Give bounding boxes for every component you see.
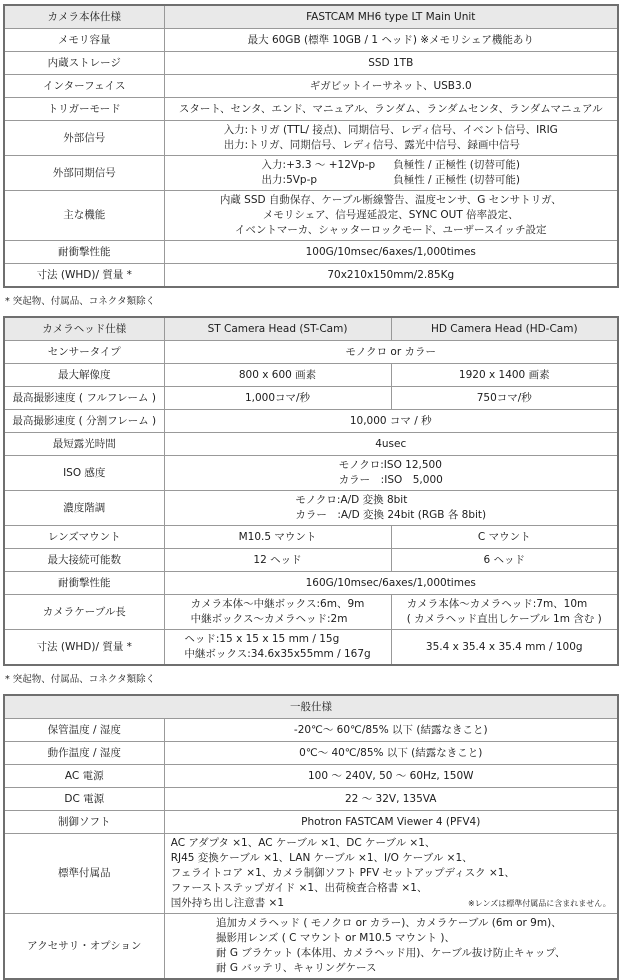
standard-accessories-block: AC アダプタ ×1、AC ケーブル ×1、DC ケーブル ×1、 RJ45 変換ケーブル ×1、LAN ケーブル ×1、I/O ケーブル ×1、 フェライトコア ×1、カメラ制御ソフト PFV セットアップディスク ×1、 ファーストステップガイド ×1、出荷検査合格書 ×1、 国外持ち出し注意書 ×1 ※レンズは標準付属品に含まれません。: [170, 837, 611, 909]
spec-label: 寸法 (WHD)/ 質量 *: [4, 264, 164, 288]
spec-value-hd: 35.4 x 35.4 x 35.4 mm / 100g: [391, 630, 618, 666]
spec-label: 最大解像度: [4, 364, 164, 387]
spec-value: 0℃〜 40℃/85% 以下 (結露なきこと): [164, 742, 618, 765]
cable-length-hd-block: カメラ本体〜カメラヘッド:7m、10m ( カメラヘッド直出しケーブル 1m 含む ): [406, 598, 602, 625]
spec-label: センサータイプ: [4, 341, 164, 364]
table-row: [4, 549, 618, 572]
spec-value: ギガビットイーサネット、USB3.0: [164, 75, 618, 98]
main-unit-table-title: カメラ本体仕様: [4, 5, 164, 29]
spec-label: アクセサリ・オプション: [4, 914, 164, 980]
table-row: [4, 456, 618, 491]
spec-value: [164, 491, 618, 526]
spec-value-st: 800 x 600 画素: [164, 364, 391, 387]
camera-head-spec-table: [3, 316, 619, 666]
spec-value-hd: C マウント: [391, 526, 618, 549]
spec-value-st: 12 ヘッド: [164, 549, 391, 572]
spec-value: [164, 156, 618, 191]
spec-label: 動作温度 / 湿度: [4, 742, 164, 765]
camera-head-table-title: カメラヘッド仕様: [4, 317, 164, 341]
table-row: [4, 433, 618, 456]
spec-value: 10,000 コマ / 秒: [164, 410, 618, 433]
spec-label: 最大接続可能数: [4, 549, 164, 572]
external-signal-block: 入力:トリガ (TTL/ 接点)、同期信号、レディ信号、イベント信号、IRIG 出力:トリガ、同期信号、レディ信号、露光中信号、録画中信号: [223, 124, 558, 151]
footnote: * 突起物、付属品、コネクタ類除く: [5, 296, 156, 307]
table-row: [4, 29, 618, 52]
table-row: [4, 364, 618, 387]
table-row: [4, 387, 618, 410]
spec-label: 制御ソフト: [4, 811, 164, 834]
spec-value: Photron FASTCAM Viewer 4 (PFV4): [164, 811, 618, 834]
spec-value-st: [164, 595, 391, 630]
table-row: [4, 719, 618, 742]
spec-label: 内蔵ストレージ: [4, 52, 164, 75]
spec-value-hd: 6 ヘッド: [391, 549, 618, 572]
spec-label: 最高撮影速度 ( 分割フレーム ): [4, 410, 164, 433]
table-row: [4, 5, 618, 29]
spec-label: 最高撮影速度 ( フルフレーム ): [4, 387, 164, 410]
spec-value: SSD 1TB: [164, 52, 618, 75]
spec-value: 4usec: [164, 433, 618, 456]
table-row: [4, 341, 618, 364]
table-row: [4, 695, 618, 719]
table-row: [4, 191, 618, 241]
spec-value-hd: 1920 x 1400 画素: [391, 364, 618, 387]
table-row: [4, 630, 618, 666]
spec-label: ISO 感度: [4, 456, 164, 491]
spec-value-st: M10.5 マウント: [164, 526, 391, 549]
table-row: [4, 410, 618, 433]
spec-label: メモリ容量: [4, 29, 164, 52]
table-row: [4, 121, 618, 156]
spec-label: 耐衝撃性能: [4, 241, 164, 264]
table-row: [4, 788, 618, 811]
table-row: [4, 317, 618, 341]
st-cam-column-header: ST Camera Head (ST-Cam): [164, 317, 391, 341]
gradation-block: モノクロ:A/D 変換 8bit カラー :A/D 変換 24bit (RGB 各 8bit): [295, 494, 487, 521]
table-row: [4, 156, 618, 191]
table-row: [4, 526, 618, 549]
general-table-title: 一般仕様: [4, 695, 618, 719]
table-row: [4, 98, 618, 121]
footnote: * 突起物、付属品、コネクタ類除く: [5, 674, 156, 685]
spec-label: 耐衝撃性能: [4, 572, 164, 595]
spec-value: [164, 121, 618, 156]
spec-label: AC 電源: [4, 765, 164, 788]
hd-cam-column-header: HD Camera Head (HD-Cam): [391, 317, 618, 341]
table-row: [4, 742, 618, 765]
optional-accessories-block: 追加カメラヘッド ( モノクロ or カラー)、カメラケーブル (6m or 9m)、 撮影用レンズ ( C マウント or M10.5 マウント )、 耐 G ブラケット (本体用、カメラヘッド用)、ケーブル抜け防止キャップ、 耐 G バッテリ、キャリングケース: [215, 917, 566, 974]
spec-label: カメラケーブル長: [4, 595, 164, 630]
spec-label: 主な機能: [4, 191, 164, 241]
spec-value-hd: 750コマ/秒: [391, 387, 618, 410]
spec-label: 外部同期信号: [4, 156, 164, 191]
spec-value: 100 〜 240V, 50 〜 60Hz, 150W: [164, 765, 618, 788]
table-row: [4, 572, 618, 595]
spec-label: 寸法 (WHD)/ 質量 *: [4, 630, 164, 666]
lens-exclusion-note: ※レンズは標準付属品に含まれません。: [468, 899, 611, 908]
spec-label: 最短露光時間: [4, 433, 164, 456]
spec-value-hd: [391, 595, 618, 630]
spec-label: 保管温度 / 湿度: [4, 719, 164, 742]
spec-label: トリガーモード: [4, 98, 164, 121]
spec-value: -20℃〜 60℃/85% 以下 (結露なきこと): [164, 719, 618, 742]
spec-value: 160G/10msec/6axes/1,000times: [164, 572, 618, 595]
spec-value-st: 1,000コマ/秒: [164, 387, 391, 410]
table-row: [4, 241, 618, 264]
table-row: [4, 811, 618, 834]
spec-value: [164, 834, 618, 914]
main-unit-name: FASTCAM MH6 type LT Main Unit: [164, 5, 618, 29]
spec-value: 内蔵 SSD 自動保存、ケーブル断線警告、温度センサ、G センサトリガ、 メモリシェア、信号遅延設定、SYNC OUT 倍率設定、 イベントマーカ、シャッターロックモード、ユーザースイッチ設定: [164, 191, 618, 241]
dimensions-st-block: ヘッド:15 x 15 x 15 mm / 15g 中継ボックス:34.6x35x55mm / 167g: [184, 633, 371, 660]
sync-signal-block: 入力:+3.3 〜 +12Vp-p 負極性 / 正極性 (切替可能) 出力:5Vp-p 負極性 / 正極性 (切替可能): [261, 159, 520, 186]
spec-label: 標準付属品: [4, 834, 164, 914]
spec-value: 22 〜 32V, 135VA: [164, 788, 618, 811]
table-row: [4, 765, 618, 788]
spec-value: モノクロ or カラー: [164, 341, 618, 364]
spec-label: DC 電源: [4, 788, 164, 811]
spec-label: 濃度階調: [4, 491, 164, 526]
spec-label: 外部信号: [4, 121, 164, 156]
table-row: [4, 264, 618, 288]
table-row: [4, 75, 618, 98]
spec-value: 100G/10msec/6axes/1,000times: [164, 241, 618, 264]
main-unit-spec-table: [3, 4, 619, 288]
spec-value: 最大 60GB (標準 10GB / 1 ヘッド) ※メモリシェア機能あり: [164, 29, 618, 52]
cable-length-st-block: カメラ本体〜中継ボックス:6m、9m 中継ボックス〜カメラヘッド:2m: [190, 598, 365, 625]
table-row: [4, 834, 618, 914]
spec-value: [164, 456, 618, 491]
table-row: [4, 914, 618, 980]
spec-value-st: [164, 630, 391, 666]
general-spec-table: [3, 694, 619, 980]
spec-label: インターフェイス: [4, 75, 164, 98]
table-row: [4, 491, 618, 526]
iso-block: モノクロ:ISO 12,500 カラー :ISO 5,000: [338, 459, 443, 486]
spec-value: スタート、センタ、エンド、マニュアル、ランダム、ランダムセンタ、ランダムマニュアル: [164, 98, 618, 121]
spec-value: [164, 914, 618, 980]
table-row: [4, 52, 618, 75]
spec-value: 70x210x150mm/2.85Kg: [164, 264, 618, 288]
spec-label: レンズマウント: [4, 526, 164, 549]
table-row: [4, 595, 618, 630]
